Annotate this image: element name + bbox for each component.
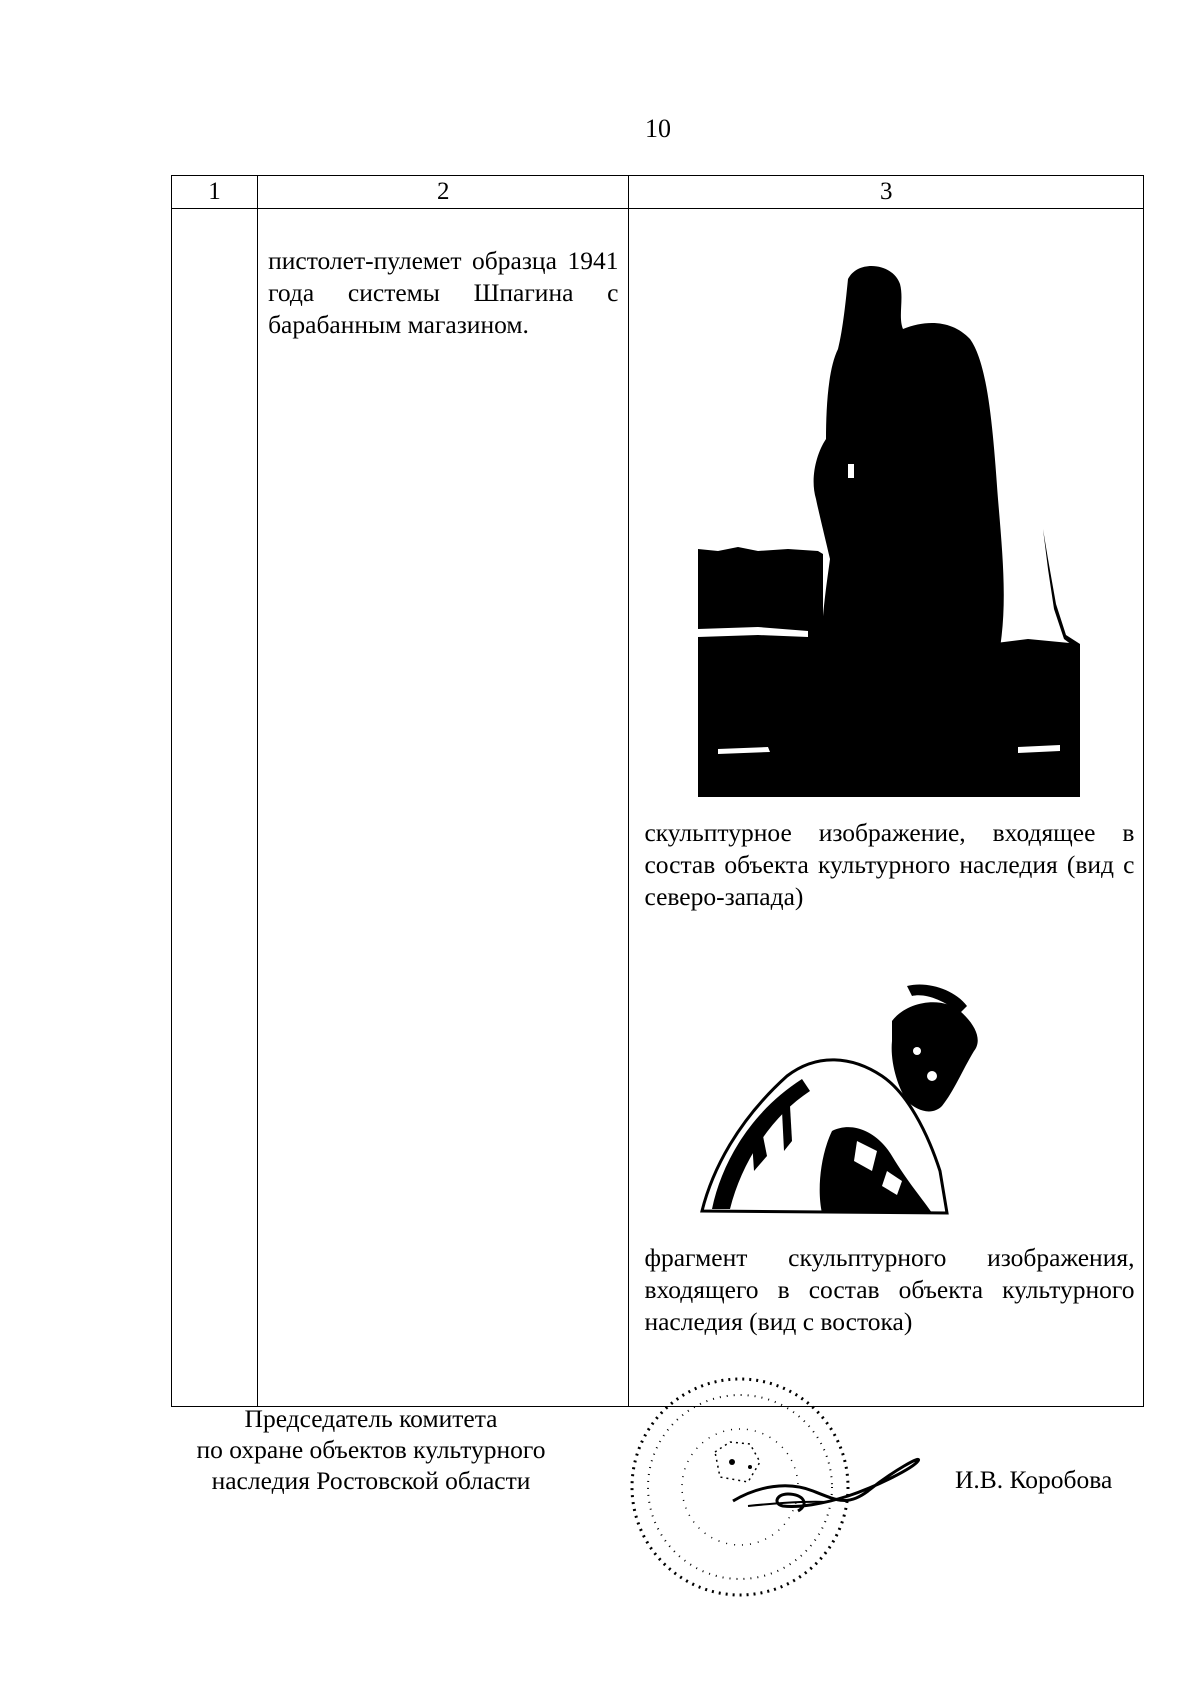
description-text: пистолет-пулемет образца 1941 года системы Шпагина с барабанным магазином. (268, 246, 619, 339)
page-number: 10 (645, 114, 671, 143)
column-header-2: 2 (258, 176, 629, 209)
table-cell-description (258, 209, 629, 1407)
column-header-1: 1 (172, 176, 258, 209)
table-row (172, 209, 1144, 1407)
signatory-title (171, 1403, 571, 1496)
table-cell-photos (629, 209, 1144, 1407)
photo-caption-northwest: скульптурное изображение, входящее в состав объекта культурного наследия (вид с северо-запада) (644, 818, 1135, 911)
signatory-title-line-1: Председатель комитета (244, 1404, 498, 1433)
signatory-title-line-2: по охране объектов культурного (196, 1435, 546, 1464)
signatory-name: И.В. Коробова (955, 1465, 1113, 1494)
table-header-row (172, 176, 1144, 209)
table-cell-number (172, 209, 258, 1407)
sculpture-photo-northwest (698, 259, 1080, 797)
signatory-title-line-3: наследия Ростовской области (211, 1466, 531, 1495)
photo-caption-east: фрагмент скульптурного изображения, входящего в состав объекта культурного наследия (вид с востока) (644, 1243, 1135, 1336)
handwritten-signature (728, 1446, 928, 1516)
monument-table (171, 175, 1144, 1407)
sculpture-fragment-photo-east (692, 981, 1008, 1215)
column-header-3: 3 (629, 176, 1144, 209)
